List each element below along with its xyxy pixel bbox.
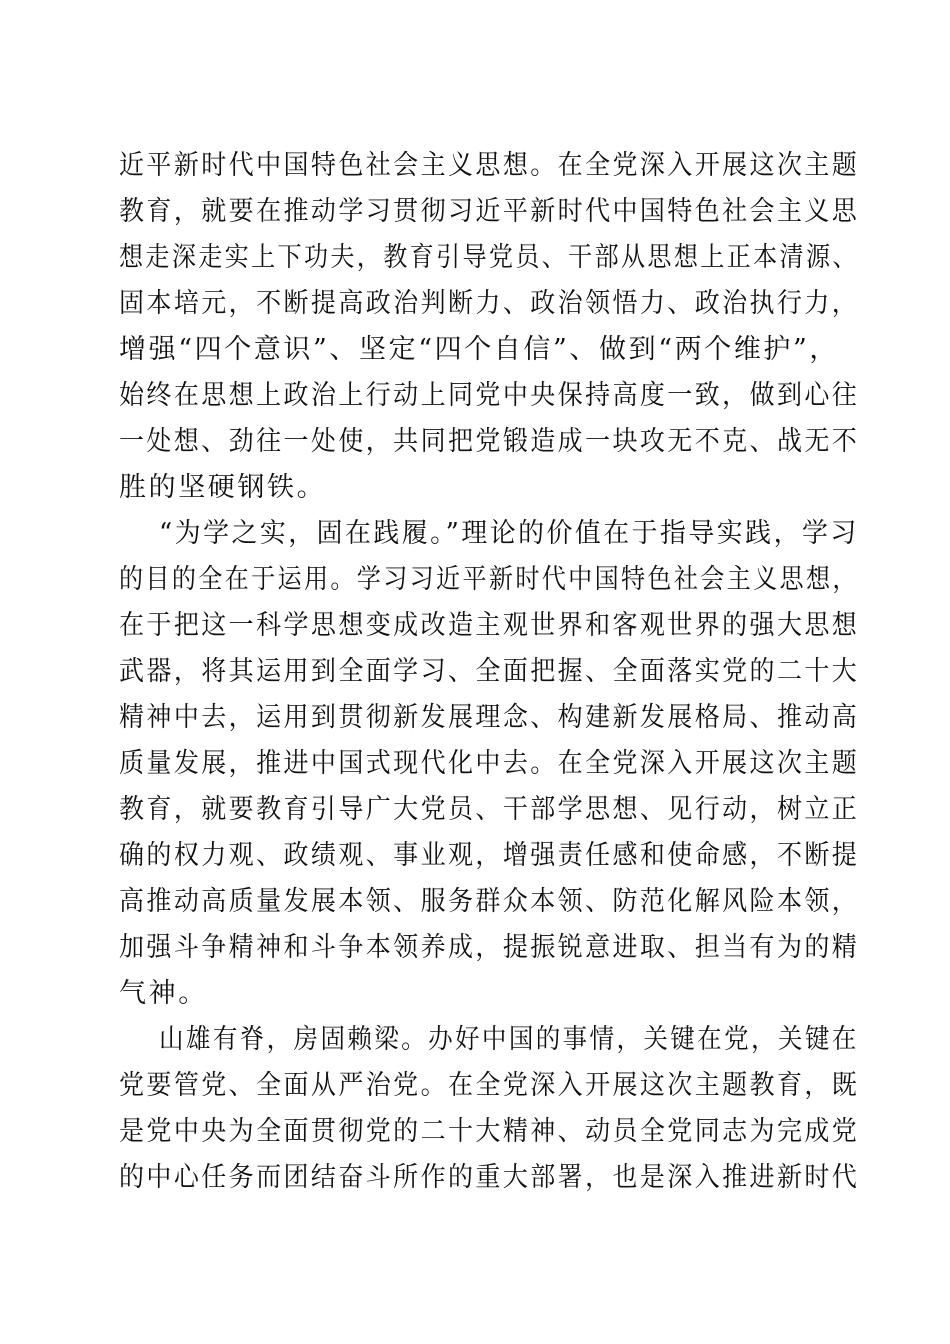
text-line: 的中心任务而团结奋斗所作的重大部署，也是深入推进新时代	[119, 1162, 860, 1193]
text-line: 确的权力观、政绩观、事业观，增强责任感和使命感，不断提	[119, 840, 860, 871]
text-line: 党要管党、全面从严治党。在全党深入开展这次主题教育，既	[119, 1070, 860, 1101]
text-line: 始终在思想上政治上行动上同党中央保持高度一致，做到心往	[119, 380, 860, 411]
text-line: 气神。	[119, 978, 208, 1009]
text-line: 一处想、劲往一处使，共同把党锻造成一块攻无不克、战无不	[119, 426, 860, 457]
text-line: 加强斗争精神和斗争本领养成，提振锐意进取、担当有为的精	[119, 932, 860, 963]
text-line: 在于把这一科学思想变成改造主观世界和客观世界的强大思想	[119, 610, 860, 641]
paragraph-first-line: “为学之实，固在践履。”理论的价值在于指导实践，学习	[159, 518, 859, 549]
text-line: 质量发展，推进中国式现代化中去。在全党深入开展这次主题	[119, 748, 860, 779]
text-line: 武器，将其运用到全面学习、全面把握、全面落实党的二十大	[119, 656, 860, 687]
text-line: 想走深走实上下功夫，教育引导党员、干部从思想上正本清源、	[119, 242, 859, 273]
text-line: 是党中央为全面贯彻党的二十大精神、动员全党同志为完成党	[119, 1116, 860, 1147]
text-line: 教育，就要教育引导广大党员、干部学思想、见行动，树立正	[119, 794, 860, 825]
text-line: 的目的全在于运用。学习习近平新时代中国特色社会主义思想，	[119, 564, 859, 595]
text-line: 教育，就要在推动学习贯彻习近平新时代中国特色社会主义思	[119, 196, 860, 227]
text-line: 近平新时代中国特色社会主义思想。在全党深入开展这次主题	[119, 150, 860, 181]
text-line: 固本培元，不断提高政治判断力、政治领悟力、政治执行力，	[119, 288, 860, 319]
text-line: 高推动高质量发展本领、服务群众本领、防范化解风险本领，	[119, 886, 860, 917]
text-line: 胜的坚硬钢铁。	[119, 472, 327, 503]
text-line: 增强“四个意识”、坚定“四个自信”、做到“两个维护”，	[119, 334, 840, 365]
text-line: 精神中去，运用到贯彻新发展理念、构建新发展格局、推动高	[119, 702, 860, 733]
paragraph-first-line: 山雄有脊，房固赖梁。办好中国的事情，关键在党，关键在	[159, 1024, 859, 1055]
